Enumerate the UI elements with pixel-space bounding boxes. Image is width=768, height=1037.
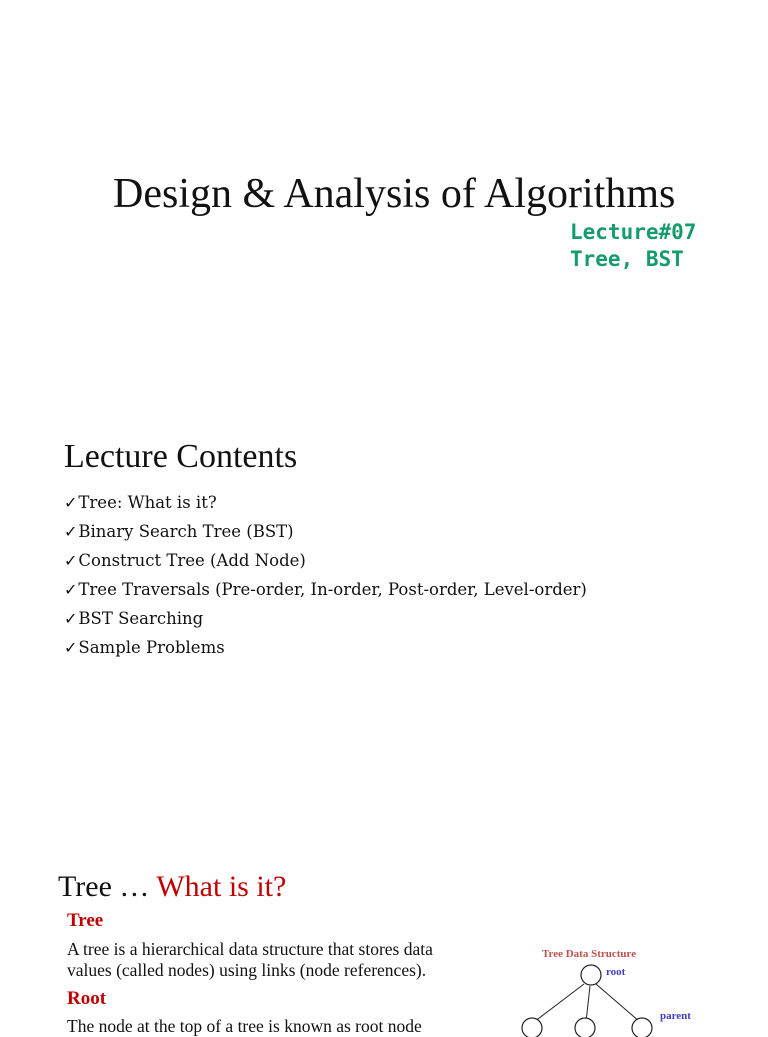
lecture-number: Lecture#07 [570,220,697,244]
child-node [522,1018,542,1037]
contents-item [64,633,587,662]
tree-definition-line: A tree is a hierarchical data structure that stores data [67,939,433,959]
term-root: Root [67,988,107,1009]
tree-diagram [490,940,710,1030]
checkmark-icon: ✓ [64,638,78,657]
course-title: Design & Analysis of Algorithms [113,171,676,217]
title-slide [0,0,768,410]
contents-item-label: Tree: What is it? [78,493,217,512]
tree-definition-line: values (called nodes) using links (node references). [67,960,427,980]
contents-item-label: Binary Search Tree (BST) [78,522,294,541]
checkmark-icon: ✓ [64,580,78,599]
contents-item [64,604,587,633]
contents-item-label: Sample Problems [78,638,225,657]
lecture-topic: Tree, BST [570,247,684,271]
contents-item-label: Construct Tree (Add Node) [78,551,306,570]
checkmark-icon: ✓ [64,551,78,570]
root-node-label: root [606,966,626,978]
tree-intro-slide [0,840,768,1036]
contents-item [64,488,587,517]
checkmark-icon: ✓ [64,522,78,541]
root-definition-line: The node at the top of a tree is known as root node [67,1016,422,1036]
contents-list [64,488,587,662]
contents-item-label: BST Searching [78,609,204,628]
checkmark-icon: ✓ [64,493,78,512]
contents-item [64,517,587,546]
child-node [575,1018,595,1037]
contents-item [64,546,587,575]
slide-title [58,870,286,904]
child-node [632,1018,652,1037]
slide-title-prefix: Tree … [58,870,157,903]
contents-item-label: Tree Traversals (Pre-order, In-order, Post-order, Level-order) [78,580,587,599]
contents-item [64,575,587,604]
parent-node-label: parent [660,1010,691,1022]
root-node [581,965,601,985]
tree-edge [586,986,590,1022]
contents-heading: Lecture Contents [64,438,298,475]
tree-definition [67,939,491,981]
root-definition [67,1016,491,1037]
tree-edge [596,984,640,1022]
contents-slide [0,410,768,840]
tree-edge [534,984,584,1022]
term-tree: Tree [67,910,104,931]
slide-title-highlight: What is it? [156,870,287,903]
diagram-title: Tree Data Structure [542,948,637,960]
checkmark-icon: ✓ [64,609,78,628]
